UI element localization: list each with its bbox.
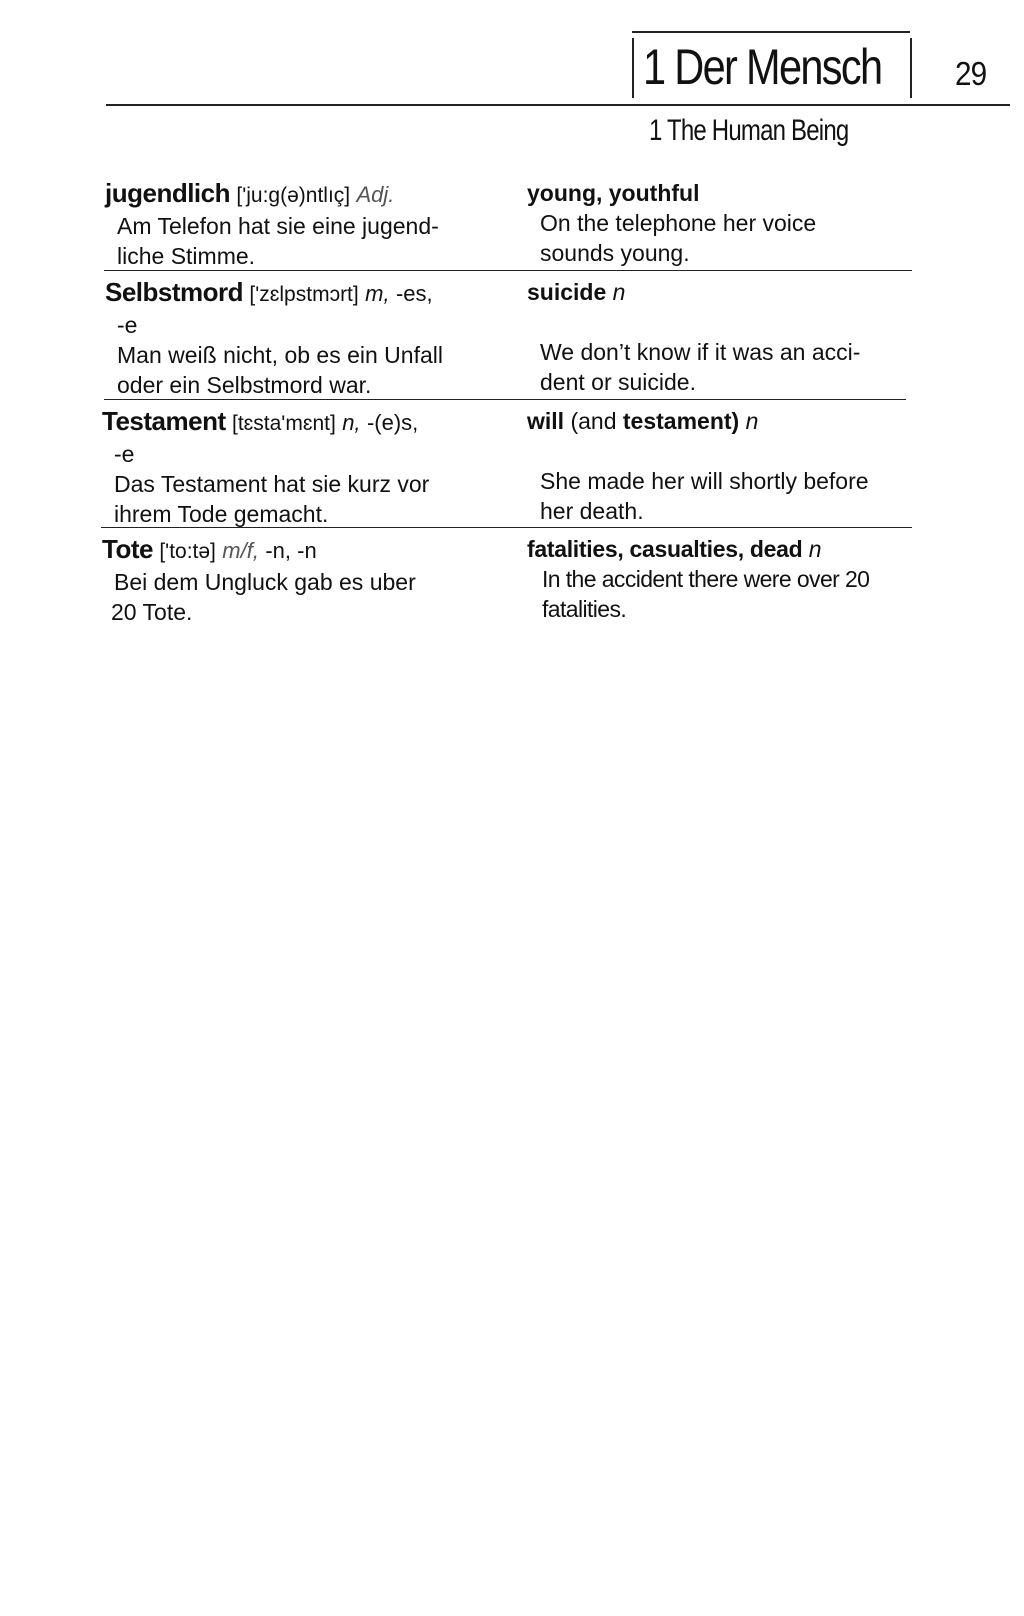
chapter-title: 1 Der Mensch [643,39,882,95]
translation-term: fatalities, casualties, dead [527,536,803,562]
header-left-bar [632,38,634,98]
german-column [105,178,487,271]
translation-term: will [527,408,565,434]
pronunciation: ['to:tə] [159,540,216,563]
english-example-line: We don’t know if it was an acci- [540,339,861,365]
translation-note: (and [564,408,623,434]
translation-pos: n [802,536,822,562]
headword: jugendlich [105,178,230,208]
grammar-continuation: -e [117,312,138,338]
english-example-line: In the accident there were over 20 [542,566,870,592]
english-column [527,277,915,397]
grammar-gender: m/f, [222,538,259,563]
grammar-inflection: -n, -n [265,538,317,563]
german-example [102,567,484,627]
german-example-line: Das Testament hat sie kurz vor [114,471,430,497]
spacer [527,436,915,466]
english-column [527,406,915,526]
header-right-bar [910,38,912,98]
german-example [102,469,484,529]
headword: Selbstmord [105,277,244,307]
english-column [527,178,915,268]
translation [527,534,915,564]
chapter-subtitle: 1 The Human Being [649,114,849,147]
german-example-line: Bei dem Ungluck gab es uber [114,569,416,595]
translation-pos: n [606,279,626,305]
german-example [105,211,487,271]
english-example-line: fatalities. [542,596,627,622]
entry-divider [104,270,912,271]
pronunciation: ['zɛlpstmɔrt] [249,283,359,306]
german-column [102,406,484,529]
german-example-line: ihrem Tode gemacht. [114,501,329,527]
english-example-line: her death. [540,498,644,524]
entry-headline [105,277,487,310]
header-rule [106,104,1010,106]
headword: Tote [102,534,153,564]
english-example [527,337,915,397]
entry-divider [101,527,912,528]
headword: Testament [102,406,226,436]
grammar-label: Adj. [356,182,395,207]
translation [527,178,915,208]
entry-headline [102,534,484,567]
english-example-line: She made her will shortly before [540,468,869,494]
pronunciation: [tɛsta'mɛnt] [232,412,336,435]
german-column [105,277,487,400]
grammar-gender: m, [365,281,390,306]
english-example [527,466,915,526]
pronunciation: ['ju:g(ə)ntlıç] [236,184,351,207]
grammar-gender: n, [342,410,361,435]
english-column [527,534,915,624]
translation [527,277,915,307]
translation-term: young, youthful [527,180,700,206]
page-number: 29 [955,55,987,92]
english-example [527,564,915,624]
english-example-line: sounds young. [540,240,690,266]
german-example-line: Am Telefon hat sie eine jugend- [117,213,439,239]
german-example-line: Man weiß nicht, ob es ein Unfall [117,342,443,368]
grammar-inflection: -es, [395,281,433,306]
german-example-line: liche Stimme. [117,243,256,269]
translation-term: testament) [622,408,740,434]
grammar-inflection: -(e)s, [366,410,419,435]
entry-headline [105,178,487,211]
grammar-continuation: -e [114,441,135,467]
entry-headline [102,406,484,439]
header-top-line [632,31,910,33]
german-example-line: oder ein Selbstmord war. [117,372,372,398]
english-example-line: On the telephone her voice [540,210,817,236]
translation-term: suicide [527,279,607,305]
english-example [527,208,915,268]
translation-pos: n [739,408,759,434]
german-column [102,534,484,627]
english-example-line: dent or suicide. [540,369,696,395]
translation [527,406,915,436]
german-example [105,340,487,400]
german-example-line: 20 Tote. [111,599,193,625]
entry-divider [104,399,906,400]
spacer [527,307,915,337]
